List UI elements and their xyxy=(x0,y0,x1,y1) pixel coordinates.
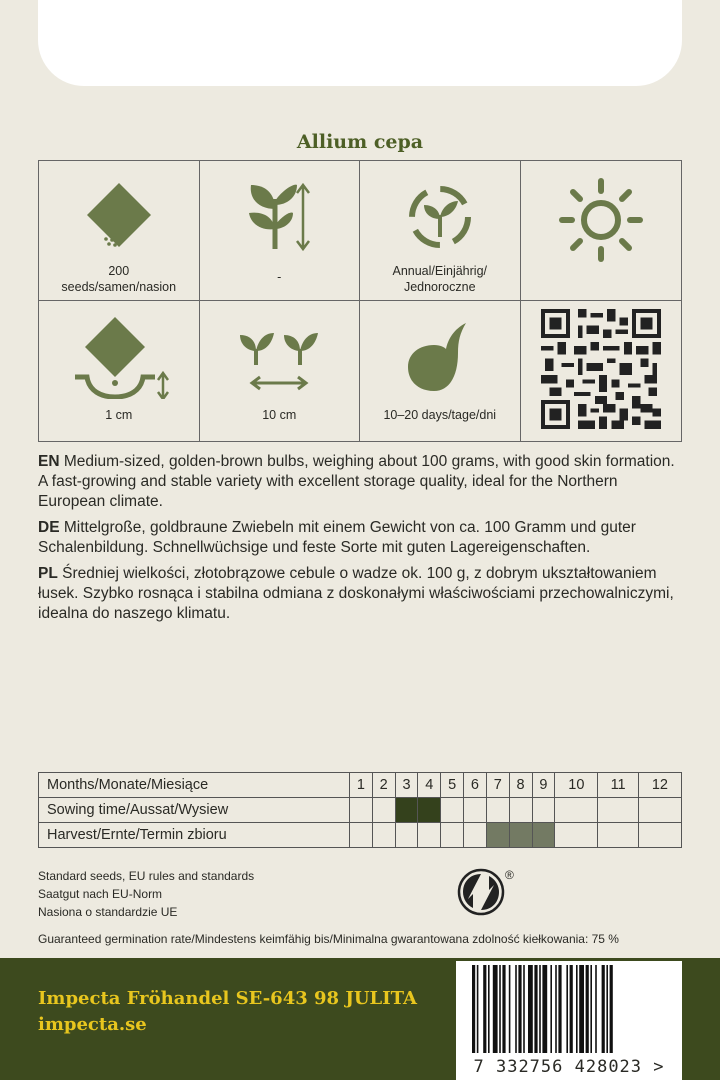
annual-cycle-icon xyxy=(400,179,480,255)
germination-seed-icon xyxy=(400,317,480,393)
company-address: Impecta Fröhandel SE-643 98 JULITA xyxy=(38,988,417,1009)
lifecycle-line2: Jednoroczne xyxy=(403,280,476,294)
barcode xyxy=(456,961,682,1080)
sowing-month-cell xyxy=(486,798,509,823)
sowing-month-cell xyxy=(372,798,395,823)
description-de-text: Mittelgroße, goldbraune Zwiebeln mit einem Gewicht von ca. 100 Gramm und guter Schalenbildung. Schnellwüchsige und feste Sorte mit guten Lagereigenschaften. xyxy=(38,519,636,556)
harvest-month-cell xyxy=(486,823,509,848)
sowing-month-cell xyxy=(395,798,418,823)
months-label: Months/Monate/Miesiące xyxy=(39,773,350,798)
harvest-month-cell xyxy=(532,823,555,848)
descriptions xyxy=(38,452,678,630)
plant-spacing-value: 10 cm xyxy=(262,408,297,422)
sowing-month-cell xyxy=(441,798,464,823)
month-header: 4 xyxy=(418,773,441,798)
germination-time-value: 10–20 days/tage/dni xyxy=(383,408,497,422)
sowing-month-cell xyxy=(598,798,638,823)
plant-height-icon xyxy=(239,179,319,255)
description-pl xyxy=(38,564,678,624)
sowing-label: Sowing time/Aussat/Wysiew xyxy=(39,798,350,823)
barcode-bars-icon xyxy=(456,965,682,1057)
green-dot-recycling-icon xyxy=(457,868,505,916)
calendar-harvest-row xyxy=(39,823,682,848)
sowing-month-cell xyxy=(532,798,555,823)
sowing-month-cell xyxy=(350,798,373,823)
plant-spacing-icon xyxy=(234,327,324,393)
standards-line1: Standard seeds, EU rules and standards xyxy=(38,869,255,883)
standards-line2: Saatgut nach EU-Norm xyxy=(38,887,163,901)
height-value: - xyxy=(277,270,282,284)
lang-code-pl: PL xyxy=(38,565,58,582)
month-header: 7 xyxy=(486,773,509,798)
full-sun-icon xyxy=(556,177,646,263)
seed-packet-icon xyxy=(79,179,159,251)
seed-standards xyxy=(38,867,254,921)
harvest-month-cell xyxy=(638,823,681,848)
description-en xyxy=(38,452,678,512)
month-header: 6 xyxy=(464,773,487,798)
harvest-month-cell xyxy=(509,823,532,848)
company-info xyxy=(38,986,417,1038)
month-header: 11 xyxy=(598,773,638,798)
sowing-depth-icon xyxy=(69,315,169,399)
month-header: 2 xyxy=(372,773,395,798)
calendar-months-row xyxy=(39,773,682,798)
month-header: 12 xyxy=(638,773,681,798)
seeds-unit: seeds/samen/nasion xyxy=(61,280,177,294)
company-website: impecta.se xyxy=(38,1014,147,1035)
harvest-month-cell xyxy=(395,823,418,848)
depth-cell xyxy=(39,301,200,441)
sowing-month-cell xyxy=(464,798,487,823)
spacing-cell xyxy=(200,301,361,441)
sun-cell xyxy=(521,161,682,301)
germination-rate: Guaranteed germination rate/Mindestens keimfähig bis/Minimalna gwarantowana zdolność kiełkowania: 75 % xyxy=(38,932,619,946)
sowing-month-cell xyxy=(509,798,532,823)
standards-line3: Nasiona o standardzie UE xyxy=(38,905,178,919)
month-header: 1 xyxy=(350,773,373,798)
month-header: 10 xyxy=(555,773,598,798)
hang-hole xyxy=(38,0,682,86)
sowing-month-cell xyxy=(638,798,681,823)
description-de xyxy=(38,518,678,558)
barcode-number: 7 332756 428023 > xyxy=(473,1057,665,1077)
month-header: 3 xyxy=(395,773,418,798)
height-cell xyxy=(200,161,361,301)
sowing-month-cell xyxy=(555,798,598,823)
harvest-month-cell xyxy=(555,823,598,848)
lang-code-en: EN xyxy=(38,453,60,470)
lang-code-de: DE xyxy=(38,519,60,536)
registered-mark: ® xyxy=(505,868,514,882)
description-en-text: Medium-sized, golden-brown bulbs, weighing about 100 grams, with good skin formation. A fast-growing and stable variety with excellent storage quality, ideal for the Northern European climate. xyxy=(38,453,675,510)
harvest-month-cell xyxy=(464,823,487,848)
species-title: Allium cepa xyxy=(296,131,424,153)
harvest-month-cell xyxy=(350,823,373,848)
seeds-count: 200 xyxy=(108,264,130,278)
qr-code-icon xyxy=(541,309,661,429)
qr-cell xyxy=(521,301,682,441)
sowing-calendar xyxy=(38,772,682,848)
harvest-month-cell xyxy=(372,823,395,848)
sowing-depth-value: 1 cm xyxy=(105,408,133,422)
harvest-month-cell xyxy=(598,823,638,848)
lifecycle-line1: Annual/Einjährig/ xyxy=(392,264,487,278)
description-pl-text: Średniej wielkości, złotobrązowe cebule o wadze ok. 100 g, z dobrym ukształtowaniem łusek. Szybko rosnąca i stabilna odmiana z doskonałymi właściwościami przechowalniczymi, idealna do naszego klimatu. xyxy=(38,565,674,622)
seeds-cell xyxy=(39,161,200,301)
month-header: 8 xyxy=(509,773,532,798)
calendar-sowing-row xyxy=(39,798,682,823)
harvest-label: Harvest/Ernte/Termin zbioru xyxy=(39,823,350,848)
month-header: 5 xyxy=(441,773,464,798)
harvest-month-cell xyxy=(441,823,464,848)
sowing-month-cell xyxy=(418,798,441,823)
germination-cell xyxy=(360,301,521,441)
harvest-month-cell xyxy=(418,823,441,848)
month-header: 9 xyxy=(532,773,555,798)
lifecycle-cell xyxy=(360,161,521,301)
info-icon-grid xyxy=(38,160,682,442)
